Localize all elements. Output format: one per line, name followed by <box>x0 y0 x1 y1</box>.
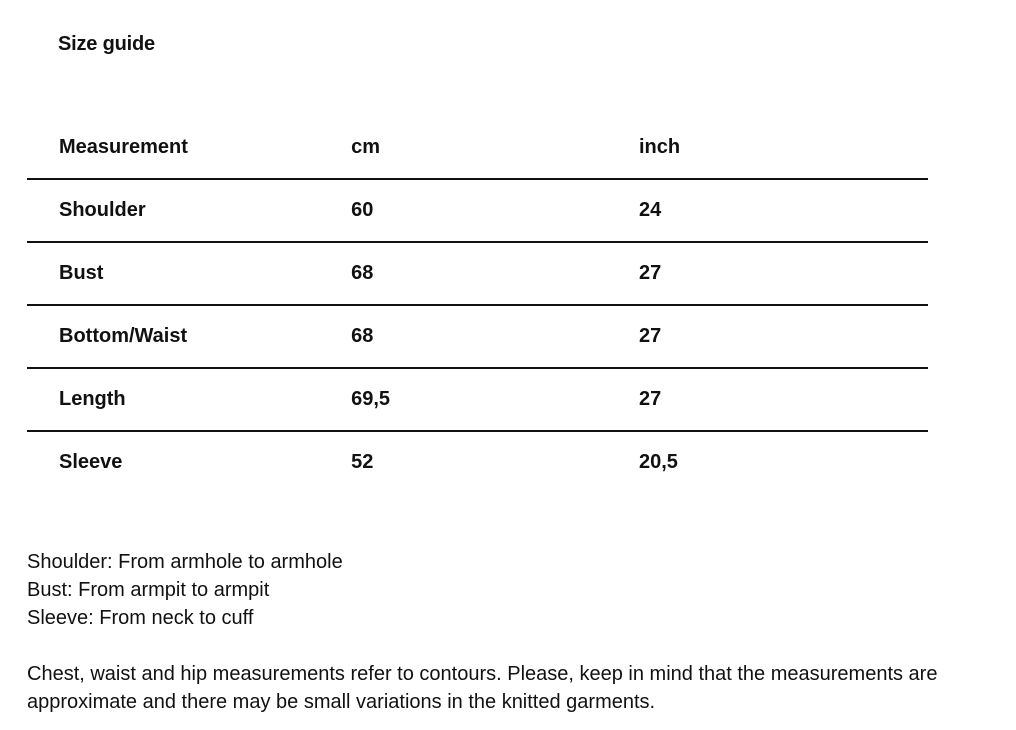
table-row <box>27 179 928 242</box>
note-bust: Bust: From armpit to armpit <box>27 579 270 601</box>
cell-measurement: Bottom/Waist <box>27 305 351 368</box>
table-row <box>27 431 928 493</box>
cell-inch: 27 <box>639 305 928 368</box>
cell-cm: 69,5 <box>351 368 639 431</box>
cell-measurement: Bust <box>27 242 351 305</box>
cell-measurement: Sleeve <box>59 451 123 473</box>
cell-cm: 68 <box>351 242 639 305</box>
cell-measurement: Length <box>27 368 351 431</box>
page-title: Size guide <box>58 33 155 55</box>
table-row <box>27 368 928 431</box>
table-row <box>27 242 928 305</box>
header-cm: cm <box>351 117 639 179</box>
cell-inch: 24 <box>639 179 928 242</box>
cell-inch: 27 <box>639 242 928 305</box>
table-header-row <box>27 117 928 179</box>
measurement-notes <box>27 548 343 632</box>
cell-cm: 68 <box>351 305 639 368</box>
note-shoulder: Shoulder: From armhole to armhole <box>27 551 343 573</box>
note-sleeve: Sleeve: From neck to cuff <box>27 607 254 629</box>
size-table <box>27 117 928 493</box>
header-measurement: Measurement <box>27 117 351 179</box>
cell-cm: 52 <box>351 451 374 473</box>
header-inch: inch <box>639 117 928 179</box>
cell-measurement: Shoulder <box>27 179 351 242</box>
disclaimer-text: Chest, waist and hip measurements refer to contours. Please, keep in mind that the measurements are approximate and there may be small variations in the knitted garments. <box>27 663 938 713</box>
cell-inch: 27 <box>639 368 928 431</box>
cell-inch: 20,5 <box>639 451 678 473</box>
cell-cm: 60 <box>351 179 639 242</box>
table-row <box>27 305 928 368</box>
